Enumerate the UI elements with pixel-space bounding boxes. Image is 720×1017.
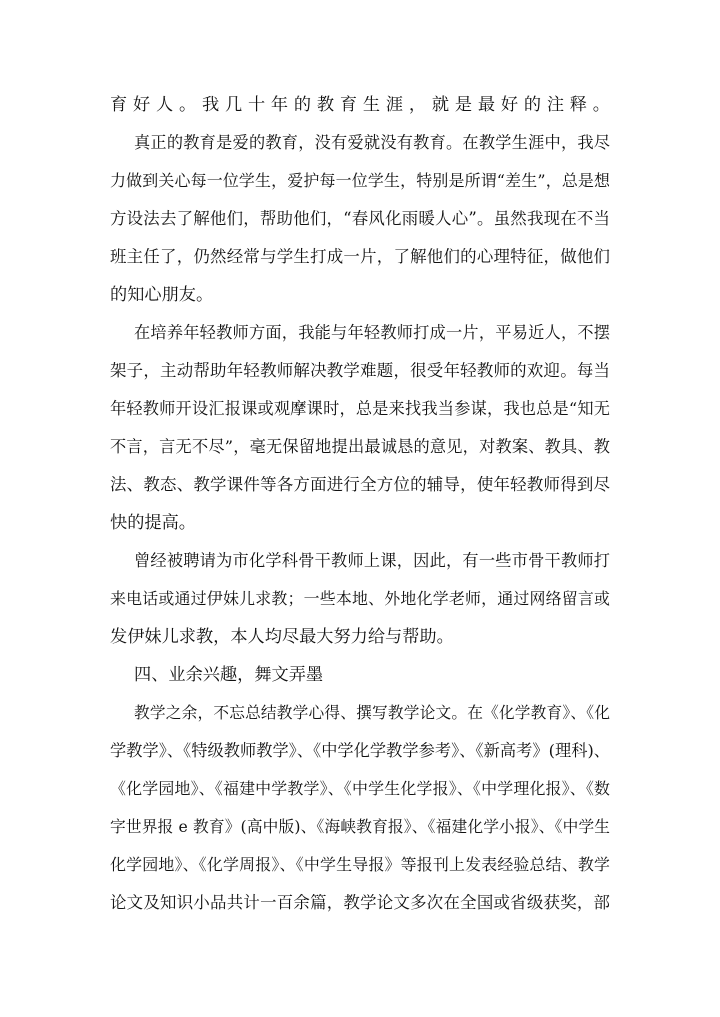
paragraph-first-line: 在培养年轻教师方面，我能与年轻教师打成一片，平易近人，不摆 bbox=[134, 323, 610, 342]
text-line: 来电话或通过伊妹儿求教；一些本地、外地化学老师，通过网络留言或 bbox=[110, 589, 610, 608]
text-line: 化学园地》、《化学周报》、《中学生导报》等报刊上发表经验总结、教学 bbox=[110, 855, 610, 874]
text-line: 力做到关心每一位学生，爱护每一位学生，特别是所谓“差生”，总是想 bbox=[110, 171, 610, 190]
text-line: 班主任了，仍然经常与学生打成一片，了解他们的心理特征，做他们 bbox=[110, 247, 610, 266]
text-line: 的知心朋友。 bbox=[110, 285, 214, 305]
section-heading: 四、业余兴趣，舞文弄墨 bbox=[134, 665, 324, 685]
text-line: 法、教态、教学课件等各方面进行全方位的辅导，使年轻教师得到尽 bbox=[110, 475, 610, 494]
paragraph-first-line: 真正的教育是爱的教育，没有爱就没有教育。在教学生涯中，我尽 bbox=[134, 133, 610, 152]
text-line: 不言，言无不尽”，毫无保留地提出最诚恳的意见，对教案、教具、教 bbox=[110, 437, 610, 456]
text-line: 架子，主动帮助年轻教师解决教学难题，很受年轻教师的欢迎。每当 bbox=[110, 361, 610, 380]
text-line: 育好人。我几十年的教育生涯，就是最好的注释。 bbox=[110, 95, 610, 115]
paragraph-first-line: 教学之余，不忘总结教学心得、撰写教学论文。在《化学教育》、《化 bbox=[134, 703, 610, 722]
text-line: 字世界报 e 教育》(高中版)、《海峡教育报》、《福建化学小报》、《中学生 bbox=[110, 817, 610, 836]
text-line: 《化学园地》、《福建中学教学》、《中学生化学报》、《中学理化报》、《数 bbox=[110, 779, 610, 798]
paragraph-first-line: 曾经被聘请为市化学科骨干教师上课，因此，有一些市骨干教师打 bbox=[134, 551, 610, 570]
text-line: 学教学》、《特级教师教学》、《中学化学教学参考》、《新高考》(理科)、 bbox=[110, 741, 610, 760]
text-line: 方设法去了解他们，帮助他们，“春风化雨暖人心”。虽然我现在不当 bbox=[110, 209, 610, 228]
text-line: 年轻教师开设汇报课或观摩课时，总是来找我当参谋，我也总是“知无 bbox=[110, 399, 610, 418]
text-line: 发伊妹儿求教，本人均尽最大努力给与帮助。 bbox=[110, 627, 454, 647]
text-line: 论文及知识小品共计一百余篇，教学论文多次在全国或省级获奖，部 bbox=[110, 893, 610, 912]
text-line: 快的提高。 bbox=[110, 513, 196, 533]
